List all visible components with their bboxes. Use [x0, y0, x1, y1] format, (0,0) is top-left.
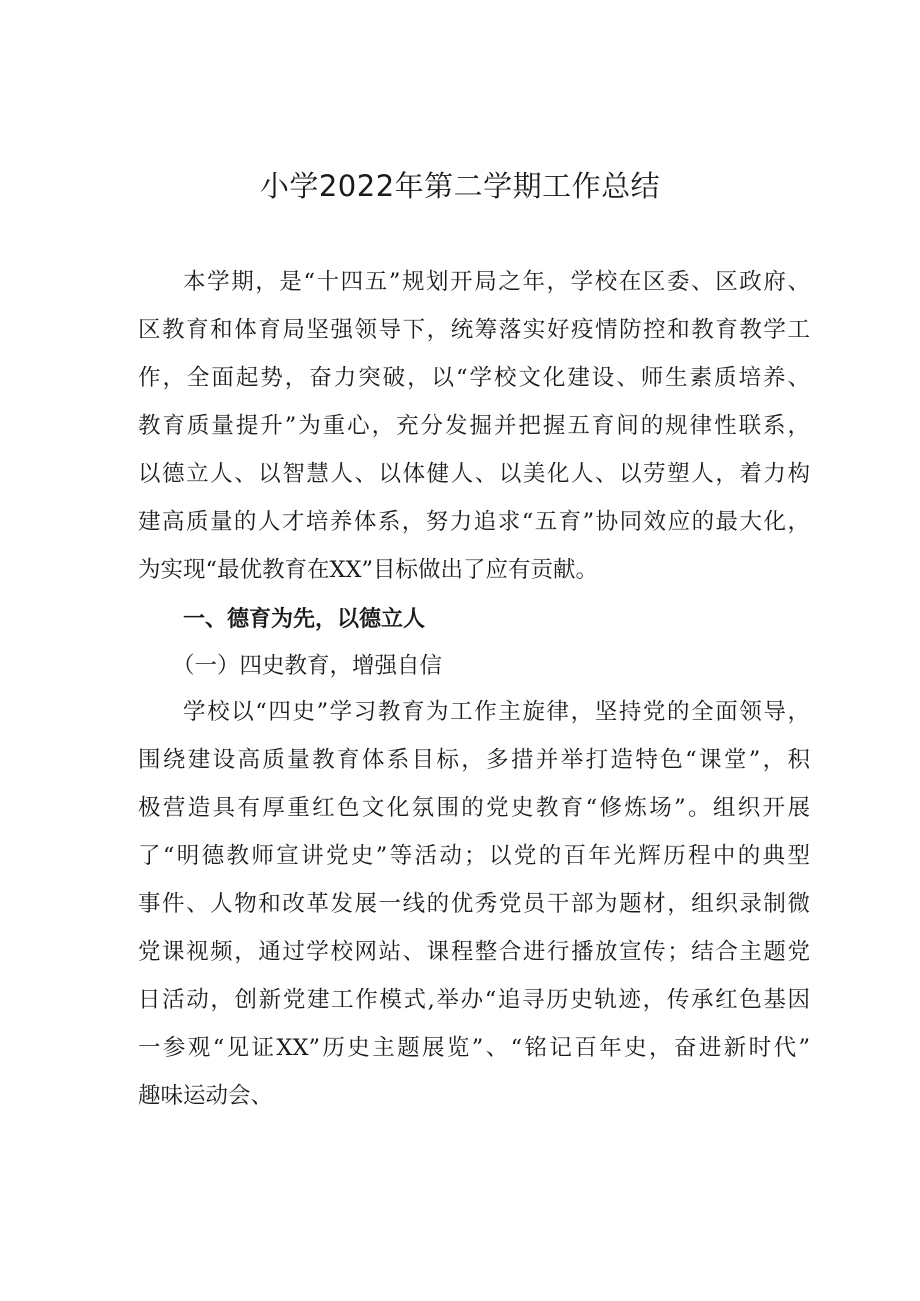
intro-paragraph [138, 258, 810, 594]
paragraph-line: 党课视频，通过学校网站、课程整合进行播放宣传；结合主题党 [138, 939, 810, 965]
paragraph-line: 为实现“最优教育在XX”目标做出了应有贡献。 [138, 557, 599, 583]
document-title: 小学2022年第二学期工作总结 [259, 169, 661, 203]
paragraph-line: 本学期，是“十四五”规划开局之年，学校在区委、区政府、 [183, 269, 810, 295]
paragraph-line: 学校以“四史”学习教育为工作主旋律，坚持党的全面领导， [183, 699, 810, 725]
paragraph-line: 区教育和体育局坚强领导下，统筹落实好疫情防控和教育教学工 [138, 317, 810, 343]
paragraph-line: 日活动，创新党建工作模式,举办“追寻历史轨迹，传承红色基因 [138, 987, 810, 1013]
paragraph-line: 以德立人、以智慧人、以体健人、以美化人、以劳塑人，着力构 [138, 461, 810, 487]
paragraph-line: 一参观“见证XX”历史主题展览”、“铭记百年史，奋进新时代” [138, 1035, 810, 1061]
paragraph-line: 了“明德教师宣讲党史”等活动；以党的百年光辉历程中的典型 [138, 843, 810, 869]
section-paragraph [138, 688, 810, 1120]
section-heading: 一、德育为先，以德立人 [183, 607, 426, 632]
paragraph-line: 建高质量的人才培养体系，努力追求“五育”协同效应的最大化， [138, 509, 810, 535]
paragraph-line: 作，全面起势，奋力突破，以“学校文化建设、师生素质培养、 [138, 365, 810, 391]
paragraph-line: 趣味运动会、 [138, 1083, 274, 1109]
paragraph-line: 极营造具有厚重红色文化氛围的党史教育“修炼场”。组织开展 [138, 795, 810, 821]
paragraph-line: 事件、人物和改革发展一线的优秀党员干部为题材，组织录制微 [138, 891, 810, 917]
paragraph-line: 教育质量提升”为重心，充分发掘并把握五育间的规律性联系， [138, 413, 810, 439]
subsection-heading: （一）四史教育，增强自信 [172, 653, 443, 679]
paragraph-line: 围绕建设高质量教育体系目标，多措并举打造特色“课堂”，积 [138, 747, 810, 773]
